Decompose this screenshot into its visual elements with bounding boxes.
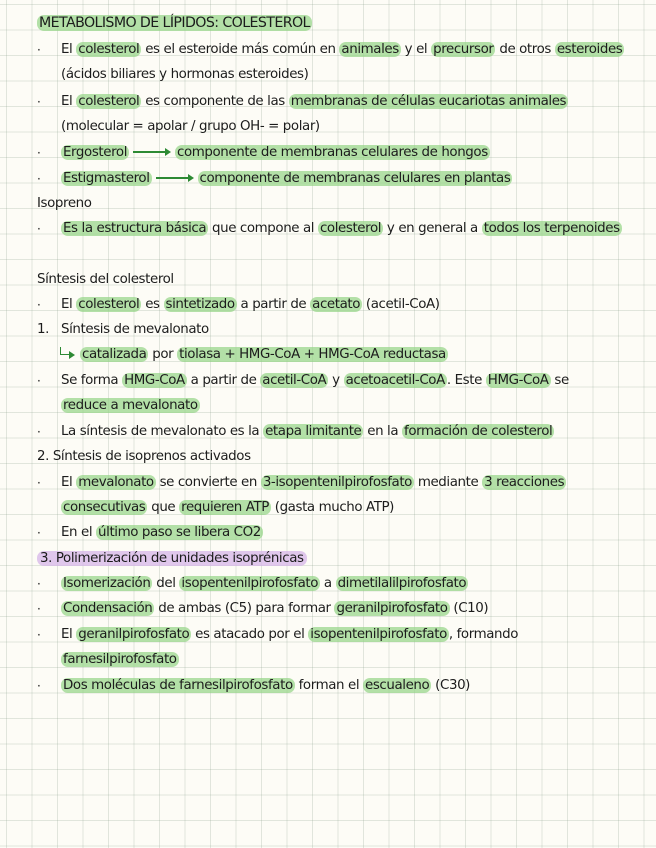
list-item: · Es la estructura básica que compone al colesterol y en general a todos los terpenoides bbox=[37, 221, 620, 236]
numbered-heading: 2. Síntesis de isoprenos activados bbox=[37, 449, 251, 464]
section-heading: Isopreno bbox=[37, 196, 92, 211]
list-item-continuation: reduce a mevalonato bbox=[63, 398, 198, 413]
bullet-icon: · bbox=[37, 425, 41, 439]
list-item: · Condensación de ambas (C5) para formar geranilpirofosfato (C10) bbox=[37, 601, 489, 616]
catalysis-line: catalizada por tiolasa + HMG-CoA + HMG-CoA reductasa bbox=[0, 346, 656, 364]
bullet-icon: · bbox=[37, 298, 41, 312]
bullet-icon: · bbox=[37, 526, 41, 540]
list-item-continuation: (ácidos biliares y hormonas esteroides) bbox=[61, 67, 309, 82]
list-item: · Ergosterol componente de membranas celulares de hongos bbox=[37, 145, 488, 160]
bullet-icon: · bbox=[37, 172, 41, 186]
bullet-icon: · bbox=[37, 679, 41, 693]
list-item: · El colesterol es el esteroide más común en animales y el precursor de otros esteroides bbox=[37, 42, 623, 57]
bullet-icon: · bbox=[37, 146, 41, 160]
arrow-right-icon bbox=[156, 173, 194, 183]
arrow-right-icon bbox=[133, 147, 171, 157]
list-item-continuation: (molecular = apolar / grupo OH- = polar) bbox=[61, 119, 320, 134]
list-item: · El geranilpirofosfato es atacado por el isopentenilpirofosfato , formando bbox=[37, 627, 519, 642]
page-title: METABOLISMO DE LÍPIDOS: COLESTEROL bbox=[39, 15, 310, 31]
title-line bbox=[0, 14, 656, 32]
bullet-icon: · bbox=[37, 476, 41, 490]
bullet-icon: · bbox=[37, 43, 41, 57]
list-item: · El mevalonato se convierte en 3-isopentenilpirofosfato mediante 3 reacciones bbox=[37, 475, 565, 490]
hook-arrow-icon bbox=[59, 347, 75, 359]
list-item-continuation: consecutivas que requieren ATP (gasta mucho ATP) bbox=[63, 500, 395, 515]
list-item: · Dos moléculas de farnesilpirofosfato forman el escualeno (C30) bbox=[37, 678, 471, 693]
bullet-icon: · bbox=[37, 95, 41, 109]
bullet-icon: · bbox=[37, 222, 41, 236]
list-item: · El colesterol es sintetizado a partir de acetato (acetil-CoA) bbox=[37, 297, 440, 312]
list-item-continuation: farnesilpirofosfato bbox=[63, 652, 177, 667]
bullet-icon: · bbox=[37, 374, 41, 388]
section-heading: Síntesis del colesterol bbox=[37, 272, 174, 287]
bullet-icon: · bbox=[37, 628, 41, 642]
numbered-heading: 3. Polimerización de unidades isoprénicas bbox=[0, 550, 656, 568]
list-item: · Se forma HMG-CoA a partir de acetil-CoA y acetoacetil-CoA . Este HMG-CoA se bbox=[37, 373, 569, 388]
list-item: · En el último paso se libera CO2 bbox=[37, 525, 261, 540]
bullet-icon: · bbox=[37, 577, 41, 591]
list-item: · La síntesis de mevalonato es la etapa limitante en la formación de colesterol bbox=[37, 424, 553, 439]
bullet-icon: · bbox=[37, 602, 41, 616]
list-item: · El colesterol es componente de las membranas de células eucariotas animales bbox=[37, 94, 567, 109]
list-item: · Isomerización del isopentenilpirofosfato a dimetilalilpirofosfato bbox=[37, 576, 467, 591]
numbered-heading: 1. Síntesis de mevalonato bbox=[37, 322, 209, 337]
list-item: · Estigmasterol componente de membranas celulares en plantas bbox=[37, 171, 511, 186]
